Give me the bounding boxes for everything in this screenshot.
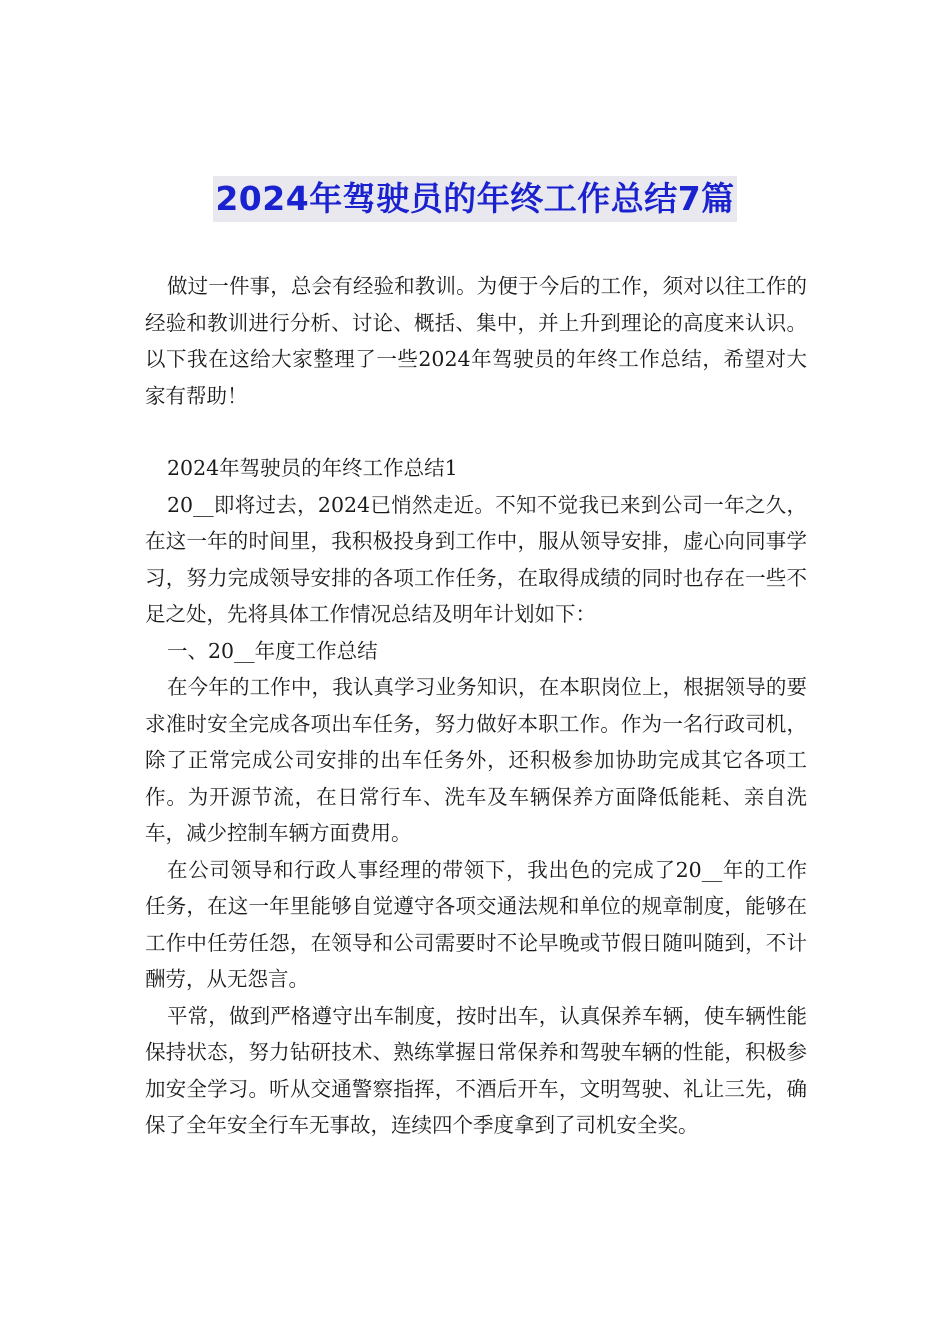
title-text: 2024年驾驶员的年终工作总结7篇 bbox=[213, 176, 736, 222]
section-heading: 2024年驾驶员的年终工作总结1 bbox=[167, 456, 458, 480]
intro-paragraph: 做过一件事，总会有经验和教训。为便于今后的工作，须对以往工作的经验和教训进行分析、讨论、概括、集中，并上升到理论的高度来认识。以下我在这给大家整理了一些2024年驾驶员的年终工作总结，希望对大家有帮助！ bbox=[145, 274, 807, 408]
body-paragraph: 在今年的工作中，我认真学习业务知识，在本职岗位上，根据领导的要求准时安全完成各项出车任务，努力做好本职工作。作为一名行政司机，除了正常完成公司安排的出车任务外，还积极参加协助完成其它各项工作。为开源节流，在日常行车、洗车及车辆保养方面降低能耗、亲自洗车，减少控制车辆方面费用。 bbox=[145, 675, 807, 845]
document-body bbox=[145, 268, 807, 1144]
body-paragraph: 20__即将过去，2024已悄然走近。不知不觉我已来到公司一年之久，在这一年的时间里，我积极投身到工作中，服从领导安排，虚心向同事学习，努力完成领导安排的各项工作任务，在取得成绩的同时也存在一些不足之处，先将具体工作情况总结及明年计划如下： bbox=[145, 492, 807, 626]
body-paragraph: 在公司领导和行政人事经理的带领下，我出色的完成了20__年的工作任务，在这一年里能够自觉遵守各项交通法规和单位的规章制度，能够在工作中任劳任怨，在领导和公司需要时不论早晚或节假日随叫随到，不计酬劳，从无怨言。 bbox=[145, 857, 807, 991]
subsection-heading: 一、20__年度工作总结 bbox=[167, 638, 378, 663]
body-paragraph: 平常，做到严格遵守出车制度，按时出车，认真保养车辆，使车辆性能保持状态，努力钻研技术、熟练掌握日常保养和驾驶车辆的性能，积极参加安全学习。听从交通警察指挥，不酒后开车，文明驾驶、礼让三先，确保了全年安全行车无事故，连续四个季度拿到了司机安全奖。 bbox=[145, 1003, 807, 1137]
document-title bbox=[0, 176, 950, 222]
